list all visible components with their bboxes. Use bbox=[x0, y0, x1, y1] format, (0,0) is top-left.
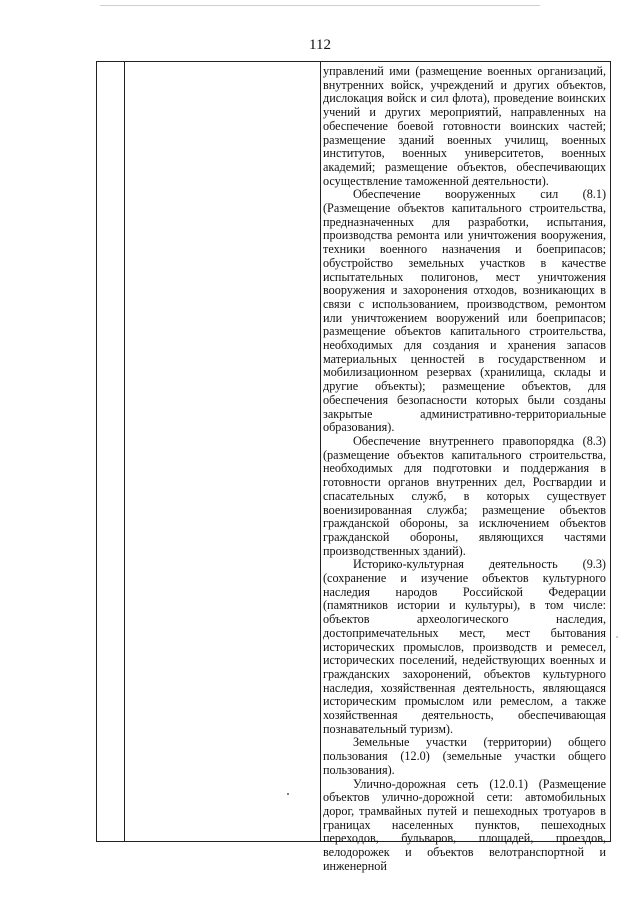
paragraph-armed-forces: Обеспечение вооруженных сил (8.1) (Размещение объектов капитального строительства, предназначенных для разработки, испытания, производства ремонта или уничтожения вооружения, техники военного назначения и боеприпасов; обустройство земельных участков в качестве испытательных полигонов, мест уничтожения вооружения и захоронения отходов, возникающих в связи с использованием, производством, ремонтом или уничтожением вооружений или боеприпасов; размещение объектов капитального строительства, необходимых для создания и хранения запасов материальных ценностей в государственном и мобилизационном резервах (хранилища, склады и другие объекты); размещение объектов, для обеспечения безопасности которых были созданы закрытые административно-территориальные образования). bbox=[323, 187, 606, 435]
column-divider-1 bbox=[124, 62, 125, 841]
paragraph-internal-order: Обеспечение внутреннего правопорядка (8.3) (размещение объектов капитального строительства, необходимых для подготовки и поддержания в готовности органов внутренних дел, Росгвардии и спасательных служб, в которых существует военизированная служба; размещение объектов гражданской обороны, за исключением объектов гражданской обороны, являющихся частями производственных зданий). bbox=[323, 433, 606, 558]
text-cell bbox=[323, 64, 606, 873]
scan-speck bbox=[616, 636, 618, 638]
paragraph-public-land: Земельные участки (территории) общего пользования (12.0) (земельные участки общего пользования). bbox=[323, 735, 606, 777]
column-divider-2 bbox=[320, 62, 321, 841]
scan-edge-mark bbox=[100, 5, 540, 6]
page-number: 112 bbox=[309, 37, 331, 53]
document-table bbox=[96, 61, 611, 873]
paragraph-street-network: Улично-дорожная сеть (12.0.1) (Размещение объектов улично-дорожной сети: автомобильных дорог, трамвайных путей и пешеходных тротуаров в границах населенных пунктов, пешеходных переходов, бульваров, площадей, проездов, велодорожек и объектов велотранспортной и инженерной bbox=[323, 776, 606, 873]
scan-speck bbox=[287, 793, 289, 795]
paragraph-historical-cultural: Историко-культурная деятельность (9.3) (сохранение и изучение объектов культурного наследия народов Российской Федерации (памятников истории и культуры), в том числе: объектов археологического наследия, достопримечательных мест, мест бытования исторических промыслов, производств и ремесел, исторических поселений, недействующих военных и гражданских захоронений, объектов культурного наследия, хозяйственная деятельность, являющаяся историческим промыслом или ремеслом, а также хозяйственная деятельность, обеспечивающая познавательный туризм). bbox=[323, 557, 606, 736]
paragraph-continuation: управлений ими (размещение военных организаций, внутренних войск, учреждений и других объектов, дислокация войск и сил флота), проведение воинских учений и других мероприятий, направленных на обеспечение боевой готовности воинских частей; размещение зданий военных училищ, военных институтов, военных университетов, военных академий; размещение объектов, обеспечивающих осуществление таможенной деятельности). bbox=[323, 64, 606, 188]
